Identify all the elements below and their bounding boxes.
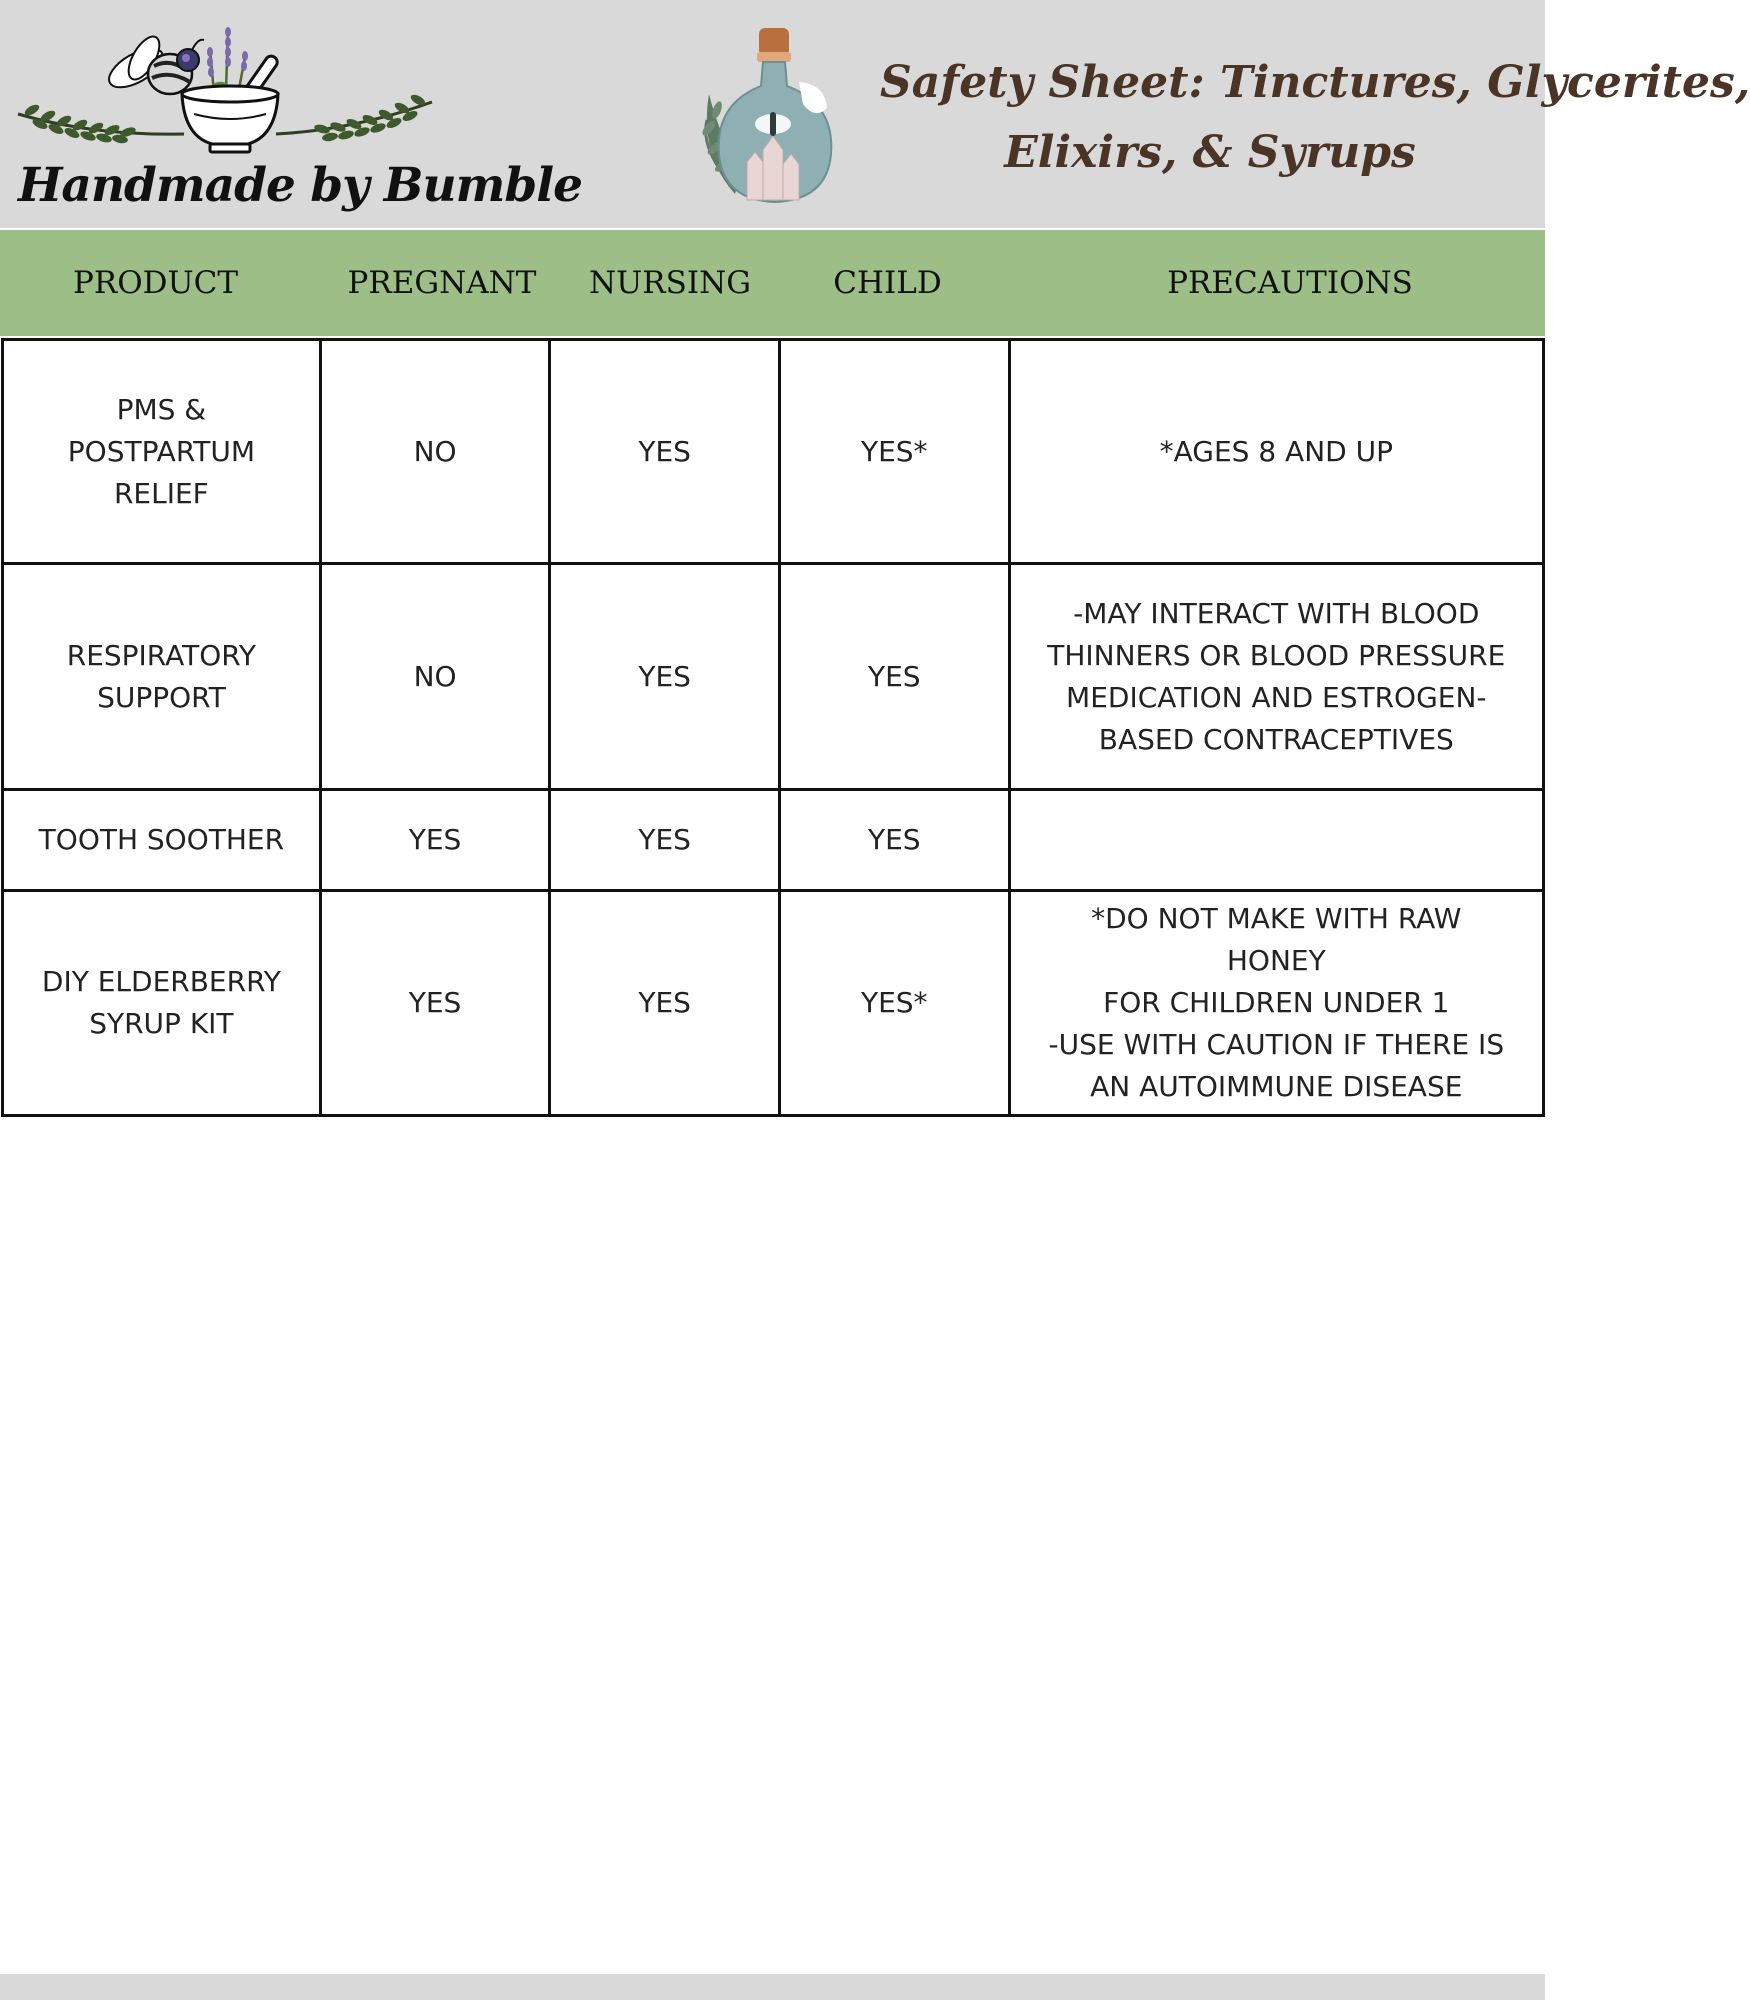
precaution-line: *AGES 8 AND UP: [1159, 434, 1393, 468]
nursing-cell: YES: [550, 790, 780, 891]
column-header-pregnant: PREGNANT: [347, 265, 537, 301]
product-cell: [3, 891, 321, 1116]
brand-logo: [14, 18, 582, 218]
table-row: [3, 340, 1544, 564]
precaution-line: AN AUTOIMMUNE DISEASE: [1090, 1070, 1463, 1103]
nursing-cell: YES: [550, 340, 780, 564]
child-cell: YES*: [779, 340, 1009, 564]
pregnant-cell: NO: [320, 564, 550, 790]
column-header-child: CHILD: [833, 265, 942, 301]
product-line: RELIEF: [113, 476, 209, 510]
precautions-cell: [1009, 340, 1543, 564]
product-line: RESPIRATORY: [66, 638, 257, 672]
precaution-line: MEDICATION AND ESTROGEN-: [1066, 680, 1487, 714]
product-cell: [3, 564, 321, 790]
product-line: DIY ELDERBERRY: [41, 965, 281, 998]
product-line: TOOTH SOOTHER: [38, 823, 285, 856]
safety-table: [1, 338, 1545, 1117]
precaution-line: -USE WITH CAUTION IF THERE IS: [1048, 1028, 1505, 1061]
title-line-2: Elixirs, & Syrups: [1004, 127, 1416, 178]
product-cell: [3, 790, 321, 891]
child-cell: YES: [779, 790, 1009, 891]
column-header-product: PRODUCT: [73, 265, 238, 301]
brand-name: Handmade by Bumble: [18, 158, 582, 213]
precautions-cell: [1009, 891, 1543, 1116]
product-line: SYRUP KIT: [89, 1007, 234, 1040]
table-row: [3, 564, 1544, 790]
bee-mortar-pestle-icon: [14, 18, 444, 158]
pregnant-cell: YES: [320, 790, 550, 891]
column-header-bar: [0, 230, 1545, 336]
child-cell: YES: [779, 564, 1009, 790]
precautions-cell: [1009, 790, 1543, 891]
page-title: [880, 48, 1750, 188]
table-row: [3, 790, 1544, 891]
precaution-line: FOR CHILDREN UNDER 1: [1103, 986, 1450, 1019]
precaution-line: BASED CONTRACEPTIVES: [1098, 722, 1454, 756]
nursing-cell: YES: [550, 564, 780, 790]
page-header: [0, 0, 1750, 228]
product-cell: [3, 340, 321, 564]
table-row: [3, 891, 1544, 1116]
product-line: PMS &: [116, 392, 207, 426]
child-cell: YES*: [779, 891, 1009, 1116]
column-header-precautions: PRECAUTIONS: [1167, 265, 1413, 301]
title-line-1: Safety Sheet: Tinctures, Glycerites,: [880, 57, 1750, 108]
potion-bottle-icon: [695, 24, 855, 214]
product-line: POSTPARTUM: [67, 434, 255, 468]
column-header-nursing: NURSING: [589, 265, 751, 301]
precaution-line: -MAY INTERACT WITH BLOOD: [1073, 596, 1480, 630]
precaution-line: THINNERS OR BLOOD PRESSURE: [1047, 638, 1506, 672]
pregnant-cell: NO: [320, 340, 550, 564]
precaution-line: *DO NOT MAKE WITH RAW HONEY: [1091, 902, 1462, 977]
precautions-cell: [1009, 564, 1543, 790]
nursing-cell: YES: [550, 891, 780, 1116]
product-line: SUPPORT: [97, 680, 226, 714]
footer-bar: [0, 1974, 1545, 2000]
pregnant-cell: YES: [320, 891, 550, 1116]
